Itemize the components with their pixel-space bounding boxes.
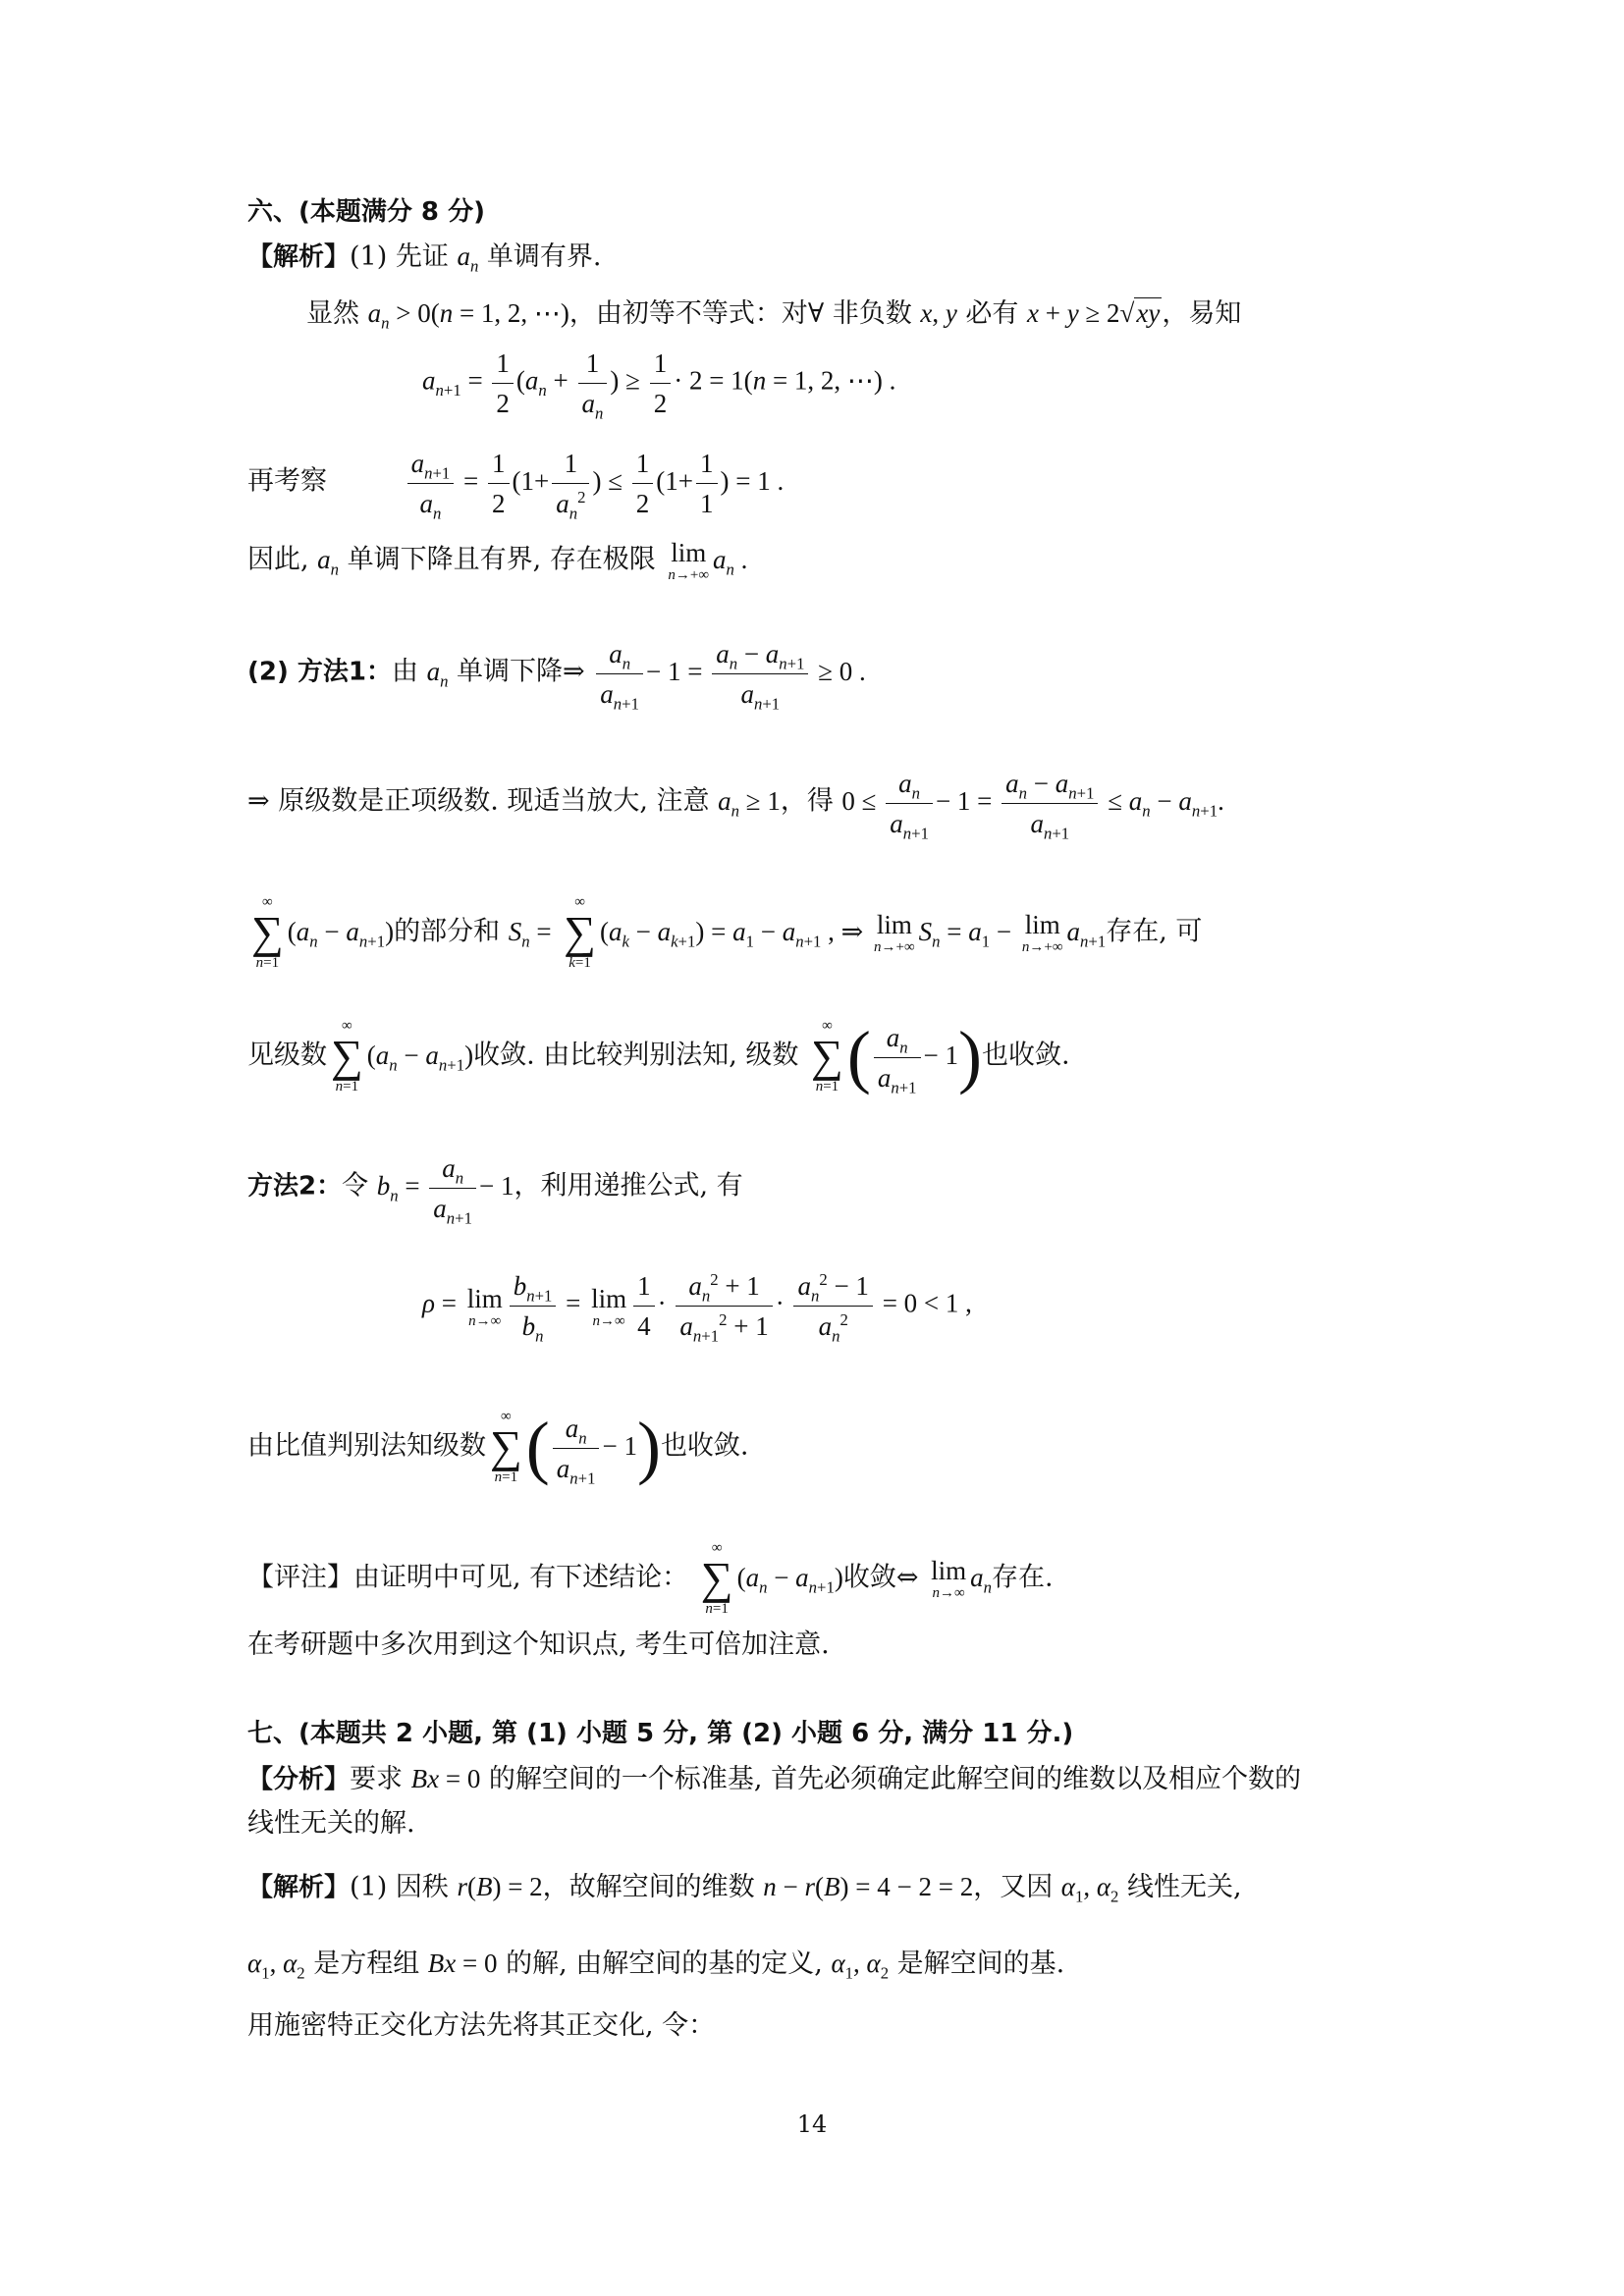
formula-ratio-test: ρ = lim n→∞ $\frac{b_{n+1}}{b_n}$ = lim n→∞ $\frac{1}{4}$ · $\frac{a_n^2 + 1}{a_{n+1}^2 + 1}$ · $\frac{a_n^2 - 1}{a_n^2}$ = 0 < 1 , [422, 1266, 972, 1346]
positive-series-bound: ⇒ 原级数是正项级数. 现适当放大, 注意 $a_n \ge 1$，得 0 ≤ $\frac{a_n}{a_{n+1}}$ − 1 = $\frac{a_n - a_{n+1}}{a_{n+1}}$ ≤ $a_n - a_{n+1}$. [247, 764, 1224, 843]
analysis-line-2: 线性无关的解. [247, 1808, 415, 1839]
conclusion-limit-exists: 因此, $a_n$ 单调下降且有界, 存在极限 lim n→+∞ $a_n$ . [247, 538, 748, 583]
method-1-label: (2) 方法1： [247, 657, 392, 687]
partial-sum-line: ∞ ∑ n=1 $(a_n - a_{n+1})$的部分和 $S_n$ = ∞ ∑ k=1 $(a_k - a_{k+1}) = a_1 - a_{n+1}$ , ⇒ lim n→+∞ $S_n = a_1$ − lim n→+∞ $a_{n+1}$存在, 可 [251, 894, 1203, 971]
pingzhu-tag: 【评注】 [247, 1562, 353, 1593]
inequality-statement: 显然 $a_n > 0(n = 1$, 2, ⋯)，由初等不等式：对∀ 非负数 x, y 必有 x + y ≥ 2√xy，易知 [306, 298, 1242, 333]
section-7-header: 七、(本题共 2 小题, 第 (1) 小题 5 分, 第 (2) 小题 6 分, 满分 11 分.) [247, 1719, 1074, 1748]
method-2-line: 方法2：令 $b_n$ = $\frac{a_n}{a_{n+1}}$ − 1，利用递推公式, 有 [247, 1148, 743, 1228]
jiexi-tag-7: 【解析】 [247, 1873, 351, 1902]
fenxi-tag: 【分析】 [247, 1765, 351, 1794]
convergence-comparison: 见级数 ∞ ∑ n=1 $(a_n - a_{n+1})$收敛. 由比较判别法知, 级数 ∞ ∑ n=1 ( $\frac{a_n}{a_{n+1}}$ − 1)也收敛. [247, 1017, 1070, 1097]
formula-ratio-check: 再考察 $\frac{a_{n+1}}{a_n}$ = $\frac{1}{2}$ (1+ $\frac{1}{a_n^2}$ ) ≤ $\frac{1}{2}$ (1+ $\frac{1}{1}$ ) = 1 . [247, 444, 784, 523]
note-line: 在考研题中多次用到这个知识点, 考生可倍加注意. [247, 1629, 830, 1660]
page-number: 14 [796, 2110, 828, 2138]
method-1-line: (2) 方法1：由 $a_n$ 单调下降⇒ $\frac{a_n}{a_{n+1}}$ − 1 = $\frac{a_n - a_{n+1}}{a_{n+1}}$ ≥ 0 . [247, 634, 866, 714]
basis-definition-line: $\alpha_1$, $\alpha_2$ 是方程组 Bx = 0 的解, 由解空间的基的定义, $\alpha_1$, $\alpha_2$ 是解空间的基. [247, 1949, 1065, 1983]
jiexi-tag: 【解析】 [247, 242, 351, 272]
schmidt-line: 用施密特正交化方法先将其正交化, 令： [247, 2010, 716, 2041]
section-6-header: 六、(本题满分 8 分) [247, 197, 485, 227]
solution-rank-line: 【解析】(1) 因秩 r(B) = 2，故解空间的维数 n − r(B) = 4 − 2 = 2，又因 $\alpha_1$, $\alpha_2$ 线性无关, [247, 1872, 1242, 1906]
method-2-label: 方法2： [247, 1171, 343, 1201]
analysis-line-1: 【分析】要求 Bx = 0 的解空间的一个标准基, 首先必须确定此解空间的维数以及相应个数的 [247, 1764, 1302, 1794]
formula-recurrence: $a_{n+1}$ = $\frac{1}{2}$ ($a_n$ + $\frac{1}{a_n}$ ) ≥ $\frac{1}{2}$ · 2 = 1(n = 1, 2, ⋯) . [422, 344, 895, 423]
ratio-test-conclusion: 由比值判别法知级数 ∞ ∑ n=1 ( $\frac{a_n}{a_{n+1}}$ − 1)也收敛. [247, 1408, 749, 1488]
comment-line: 【评注】由证明中可见, 有下述结论： ∞ ∑ n=1 $(a_n - a_{n+1})$收敛⇔ lim n→∞ $a_n$存在. [247, 1540, 1054, 1617]
solution-part1-intro: 【解析】(1) 先证 $a_n$ 单调有界. [247, 241, 602, 276]
